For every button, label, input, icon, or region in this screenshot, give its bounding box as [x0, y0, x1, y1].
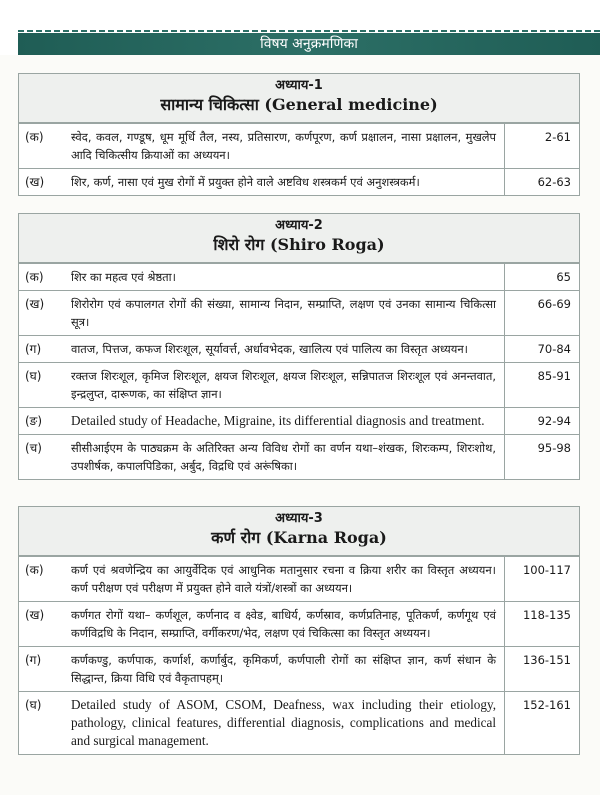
item-pages: 65 — [556, 270, 571, 284]
item-pages: 85-91 — [537, 369, 571, 383]
item-marker: (ख) — [25, 175, 45, 189]
item-marker: (ग) — [25, 653, 42, 667]
item-text: रक्तज शिरःशूल, कृमिज शिरःशूल, क्षयज शिरःशूल, क्षयज शिरःशूल, सन्निपातज शिरःशूल एवं अनन्तवात, इन्द्रलुप्त, दारूणक, का संक्षिप्त ज्ञान। — [63, 363, 505, 407]
header-banner — [0, 0, 600, 55]
toc-row — [19, 556, 579, 601]
item-marker: (घ) — [25, 369, 42, 383]
item-marker: (ग) — [25, 342, 42, 356]
item-text: सीसीआईएम के पाठ्यक्रम के अतिरिक्त अन्य विविध रोगों का वर्णन यथा–शंखक, शिरःकम्प, शिरःशोथ, उपशीर्षक, कपालपिडिका, अर्बुद, विद्रधि एवं अरूंषिका। — [63, 435, 505, 479]
chapter-header — [19, 74, 579, 123]
item-marker: (क) — [25, 563, 44, 577]
chapter-title: शिरो रोग (Shiro Roga) — [213, 235, 385, 254]
toc-row — [19, 168, 579, 195]
toc-row — [19, 407, 579, 434]
item-text: स्वेद, कवल, गण्डूष, धूम मूर्धि तैल, नस्य, प्रतिसारण, कर्णपूरण, कर्ण प्रक्षालन, नासा प्रक्षालन, मुखलेप आदि चिकित्सीय क्रियाओं का अध्ययन। — [63, 124, 505, 168]
item-pages: 70-84 — [537, 342, 571, 356]
item-text: कर्णकण्डु, कर्णपाक, कर्णार्श, कर्णार्बुद, कृमिकर्ण, कर्णपाली रोगों का संक्षिप्त ज्ञान, कर्ण संधान के सिद्धान्त, क्रिया विधि एवं वैकृतापहम्। — [63, 647, 505, 691]
chapter-header — [19, 214, 579, 263]
item-pages: 92-94 — [537, 414, 571, 428]
toc-row — [19, 335, 579, 362]
toc-row — [19, 601, 579, 646]
toc-row — [19, 123, 579, 168]
item-pages: 66-69 — [537, 297, 571, 311]
item-marker: (ख) — [25, 608, 45, 622]
item-text: शिरोरोग एवं कपालगत रोगों की संख्या, सामान्य निदान, सम्प्राप्ति, लक्षण एवं उनका सामान्य चिकित्सा सूत्र। — [63, 291, 505, 335]
toc-row — [19, 434, 579, 479]
chapter-header — [19, 507, 579, 556]
item-pages: 100-117 — [522, 563, 571, 577]
toc-row — [19, 362, 579, 407]
item-pages: 62-63 — [537, 175, 571, 189]
item-marker: (क) — [25, 270, 44, 284]
item-pages: 118-135 — [522, 608, 571, 622]
item-pages: 95-98 — [537, 441, 571, 455]
item-text: शिर का महत्व एवं श्रेष्ठता। — [63, 264, 505, 290]
chapter-title: कर्ण रोग (Karna Roga) — [211, 528, 387, 547]
item-marker: (घ) — [25, 698, 42, 712]
item-marker: (क) — [25, 130, 44, 144]
chapter-2-section — [18, 213, 580, 480]
index-title: विषय अनुक्रमणिका — [18, 33, 600, 55]
toc-row — [19, 691, 579, 754]
toc-row — [19, 646, 579, 691]
item-marker: (ङ) — [25, 414, 43, 428]
item-marker: (च) — [25, 441, 42, 455]
chapter-label: अध्याय-2 — [275, 218, 323, 233]
item-text: वातज, पित्तज, कफज शिरःशूल, सूर्यावर्त्त, अर्धावभेदक, खालित्य एवं पालित्य का विस्तृत अध्ययन। — [63, 336, 505, 362]
chapter-title: सामान्य चिकित्सा (General medicine) — [160, 95, 438, 114]
chapter-label: अध्याय-1 — [275, 78, 323, 93]
chapter-1-section — [18, 73, 580, 196]
chapter-label: अध्याय-3 — [275, 511, 323, 526]
item-text: कर्णगत रोगों यथा– कर्णशूल, कर्णनाद व क्ष्वेड, बाधिर्य, कर्णस्राव, कर्णप्रतिनाह, पूतिकर्ण, कर्णगूथ एवं कर्णविद्रधि के निदान, सम्प्राप्ति, वर्गीकरण/भेद, लक्षण एवं चिकित्सा का विस्तृत अध्ययन। — [63, 602, 505, 646]
toc-row — [19, 263, 579, 290]
item-text: Detailed study of ASOM, CSOM, Deafness, wax including their etiology, pathology, clinical features, differential diagnosis, complications and medical and surgical management. — [63, 692, 505, 754]
item-pages: 136-151 — [522, 653, 571, 667]
chapter-3-section — [18, 506, 580, 755]
item-text: कर्ण एवं श्रवणेन्द्रिय का आयुर्वेदिक एवं आधुनिक मतानुसार रचना व क्रिया शरीर का विस्तृत अध्ययन। कर्ण परीक्षण एवं परीक्षण में प्रयुक्त होने वाले यंत्रों/शस्त्रों का अध्ययन। — [63, 557, 505, 601]
item-marker: (ख) — [25, 297, 45, 311]
item-text: Detailed study of Headache, Migraine, its differential diagnosis and treatment. — [63, 408, 505, 434]
item-pages: 152-161 — [522, 698, 571, 712]
item-pages: 2-61 — [544, 130, 571, 144]
item-text: शिर, कर्ण, नासा एवं मुख रोगों में प्रयुक्त होने वाले अष्टविध शस्त्रकर्म एवं अनुशस्त्रकर्म। — [63, 169, 505, 195]
toc-row — [19, 290, 579, 335]
